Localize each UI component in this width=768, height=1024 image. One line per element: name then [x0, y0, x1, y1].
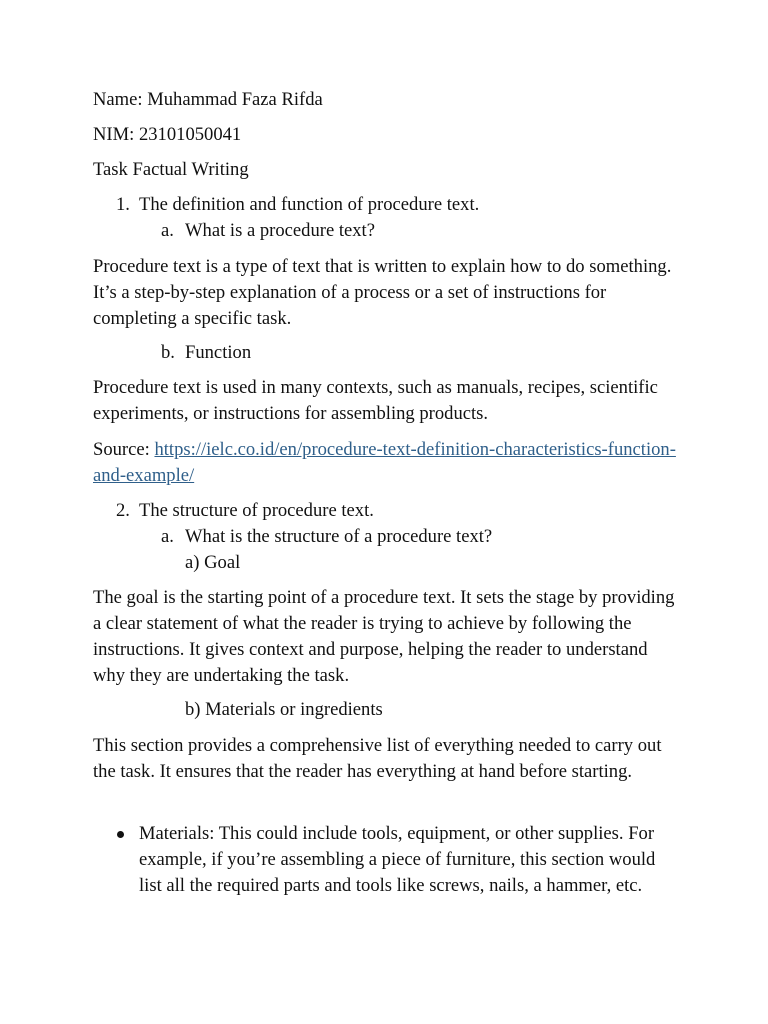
section-2a-title: What is the structure of a procedure text?	[185, 526, 493, 547]
source-label: Source:	[93, 439, 155, 460]
section-1b-title: Function	[185, 342, 252, 363]
bullet-icon	[117, 831, 124, 838]
section-2-number: 2.	[116, 500, 130, 521]
materials-bullet: Materials: This could include tools, equipment, or other supplies. For example, if you’re assembling a piece of furniture, this section would list all the required parts and tools like screws, nails, a hammer, etc.	[139, 823, 656, 896]
section-2a-marker: a.	[161, 526, 174, 547]
task-title: Task Factual Writing	[93, 159, 249, 180]
section-1a-marker: a.	[161, 220, 174, 241]
section-1a-body: Procedure text is a type of text that is written to explain how to do something. It’s a step-by-step explanation of a process or a set of instructions for completing a specific task.	[93, 256, 672, 329]
student-name: Name: Muhammad Faza Rifda	[93, 89, 323, 110]
goal-heading: a) Goal	[185, 552, 241, 573]
section-1b-body: Procedure text is used in many contexts, such as manuals, recipes, scientific experiments, or instructions for assembling products.	[93, 377, 658, 424]
section-1-title: The definition and function of procedure text.	[139, 194, 480, 215]
goal-body: The goal is the starting point of a procedure text. It sets the stage by providing a clear statement of what the reader is trying to achieve by following the instructions. It gives context and purpose, helping the reader to understand why they are undertaking the task.	[93, 587, 675, 686]
section-1-number: 1.	[116, 194, 130, 215]
source-link[interactable]: https://ielc.co.id/en/procedure-text-definition-characteristics-function-and-example/	[93, 439, 676, 486]
materials-heading: b) Materials or ingredients	[185, 699, 383, 720]
source-citation	[93, 437, 683, 489]
materials-body: This section provides a comprehensive list of everything needed to carry out the task. It ensures that the reader has everything at hand before starting.	[93, 735, 662, 782]
section-2-title: The structure of procedure text.	[139, 500, 374, 521]
section-1a-title: What is a procedure text?	[185, 220, 375, 241]
student-nim: NIM: 23101050041	[93, 124, 242, 145]
section-1b-marker: b.	[161, 342, 175, 363]
